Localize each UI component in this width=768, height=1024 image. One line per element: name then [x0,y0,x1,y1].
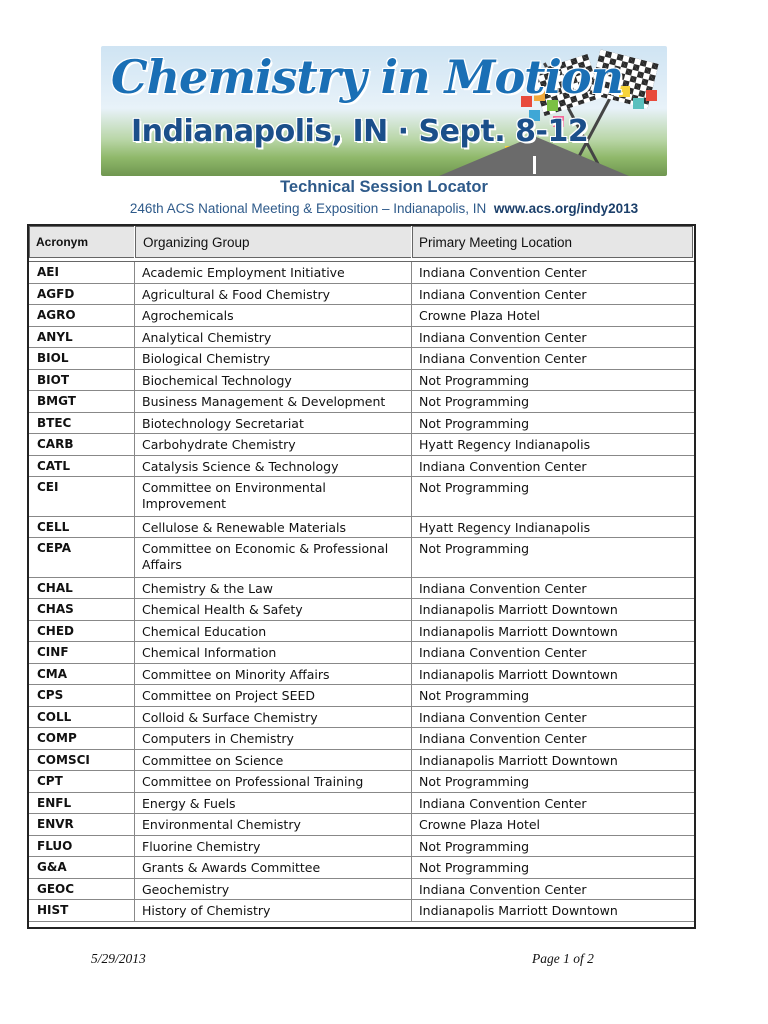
cell-location: Not Programming [419,372,530,388]
cell-organizing-group: Chemical Education [135,621,412,642]
cell-acronym: CMA [29,664,135,685]
cell-acronym: CPT [29,771,135,792]
cell-location: Crowne Plaza Hotel [419,308,541,323]
cell-acronym: CELL [29,517,135,538]
cell-organizing-group: Biological Chemistry [135,348,412,369]
cell-acronym: AEI [29,262,135,283]
cell-acronym: CINF [29,642,135,663]
table-row [29,348,694,370]
cell-location: Not Programming [419,838,530,854]
table-row [29,621,694,643]
table-row [29,814,694,836]
meeting-name: 246th ACS National Meeting & Exposition – Indianapolis, IN [129,201,487,216]
cell-acronym: CPS [29,685,135,706]
cell-location: Indiana Convention Center [419,351,587,366]
cell-location: Indiana Convention Center [419,580,587,596]
cell-location: Indiana Convention Center [419,286,587,302]
cell-organizing-group: Analytical Chemistry [135,327,412,348]
cell-acronym: BTEC [29,413,135,434]
cell-organizing-group: Geochemistry [135,879,412,900]
cell-location: Indiana Convention Center [419,329,587,345]
table-row [29,262,694,284]
table-row [29,391,694,413]
footer-date: 5/29/2013 [91,951,146,966]
table-row [29,857,694,879]
cell-location: Not Programming [419,394,530,409]
cell-location: Indiana Convention Center [419,458,587,474]
banner-subtitle: Indianapolis, IN · Sept. 8-12 [131,114,589,149]
element-tile-icon [646,90,657,101]
cell-location: Indianapolis Marriott Downtown [419,666,618,682]
cell-location: Not Programming [419,415,530,431]
cell-location: Not Programming [419,860,530,875]
cell-location: Indiana Convention Center [419,265,587,280]
cell-location: Hyatt Regency Indianapolis [419,519,591,535]
cell-acronym: G&A [29,857,135,878]
table-row [29,793,694,815]
cell-organizing-group: History of Chemistry [135,900,412,921]
cell-organizing-group: Business Management & Development [135,391,412,412]
cell-organizing-group: Cellulose & Renewable Materials [135,517,412,538]
banner-title: Chemistry in Motion [111,50,623,104]
cell-location: Not Programming [419,541,530,556]
cell-acronym: ENFL [29,793,135,814]
cell-organizing-group: Committee on Professional Training [135,771,412,792]
cell-location: Indianapolis Marriott Downtown [419,903,618,918]
cell-organizing-group: Agrochemicals [135,305,412,326]
page-number: Page 1 of 2 [532,951,594,966]
cell-location: Indiana Convention Center [419,881,587,897]
table-row [29,456,694,478]
cell-acronym: CATL [29,456,135,477]
cell-organizing-group: Academic Employment Initiative [135,262,412,283]
cell-organizing-group: Environmental Chemistry [135,814,412,835]
cell-acronym: ENVR [29,814,135,835]
cell-acronym: COMP [29,728,135,749]
cell-acronym: BMGT [29,391,135,412]
cell-organizing-group: Committee on Environmental Improvement [135,477,412,516]
table-row [29,750,694,772]
cell-acronym: CHAS [29,599,135,620]
cell-organizing-group: Grants & Awards Committee [135,857,412,878]
table-row [29,327,694,349]
page-title: Technical Session Locator [280,178,488,196]
cell-location: Indiana Convention Center [419,709,587,725]
cell-organizing-group: Chemical Health & Safety [135,599,412,620]
table-row [29,900,694,922]
cell-acronym: AGRO [29,305,135,326]
cell-organizing-group: Computers in Chemistry [135,728,412,749]
cell-acronym: CEI [29,477,135,516]
cell-location: Not Programming [419,480,530,495]
table-row [29,284,694,306]
cell-organizing-group: Committee on Project SEED [135,685,412,706]
table-row [29,707,694,729]
cell-organizing-group: Energy & Fuels [135,793,412,814]
element-tile-icon [633,98,644,109]
cell-acronym: COLL [29,707,135,728]
event-banner [101,46,667,176]
table-row [29,305,694,327]
table-row [29,578,694,600]
page-subtitle [0,201,768,216]
website-link[interactable]: www.acs.org/indy2013 [493,201,639,216]
table-row [29,879,694,901]
cell-acronym: CHAL [29,578,135,599]
table-row [29,836,694,858]
cell-organizing-group: Agricultural & Food Chemistry [135,284,412,305]
table-row [29,517,694,539]
cell-acronym: BIOT [29,370,135,391]
cell-organizing-group: Committee on Minority Affairs [135,664,412,685]
table-row [29,599,694,621]
table-row [29,370,694,392]
cell-acronym: GEOC [29,879,135,900]
column-header-organizing-group: Organizing Group [135,226,411,258]
cell-organizing-group: Biotechnology Secretariat [135,413,412,434]
cell-organizing-group: Carbohydrate Chemistry [135,434,412,455]
cell-organizing-group: Chemical Information [135,642,412,663]
column-header-acronym: Acronym [29,226,134,258]
table-row [29,664,694,686]
table-row [29,413,694,435]
cell-organizing-group: Catalysis Science & Technology [135,456,412,477]
table-row [29,685,694,707]
cell-location: Indianapolis Marriott Downtown [419,752,618,768]
cell-acronym: FLUO [29,836,135,857]
cell-acronym: CEPA [29,538,135,577]
cell-acronym: HIST [29,900,135,921]
cell-location: Indiana Convention Center [419,795,587,811]
cell-location: Hyatt Regency Indianapolis [419,437,591,452]
cell-acronym: CARB [29,434,135,455]
cell-organizing-group: Fluorine Chemistry [135,836,412,857]
cell-location: Indiana Convention Center [419,731,587,746]
cell-organizing-group: Committee on Science [135,750,412,771]
column-header-location: Primary Meeting Location [412,226,693,258]
cell-location: Indianapolis Marriott Downtown [419,602,618,617]
cell-organizing-group: Biochemical Technology [135,370,412,391]
table-row [29,642,694,664]
cell-acronym: ANYL [29,327,135,348]
table-row [29,771,694,793]
cell-location: Indiana Convention Center [419,645,587,660]
cell-acronym: COMSCI [29,750,135,771]
cell-acronym: AGFD [29,284,135,305]
cell-organizing-group: Chemistry & the Law [135,578,412,599]
table-row [29,728,694,750]
cell-location: Not Programming [419,688,530,703]
cell-organizing-group: Committee on Economic & Professional Affairs [135,538,412,577]
cell-acronym: BIOL [29,348,135,369]
table-row [29,538,694,578]
table-row [29,477,694,517]
cell-location: Crowne Plaza Hotel [419,817,541,832]
cell-acronym: CHED [29,621,135,642]
cell-location: Not Programming [419,774,530,789]
cell-location: Indianapolis Marriott Downtown [419,623,618,639]
table-row [29,434,694,456]
cell-organizing-group: Colloid & Surface Chemistry [135,707,412,728]
